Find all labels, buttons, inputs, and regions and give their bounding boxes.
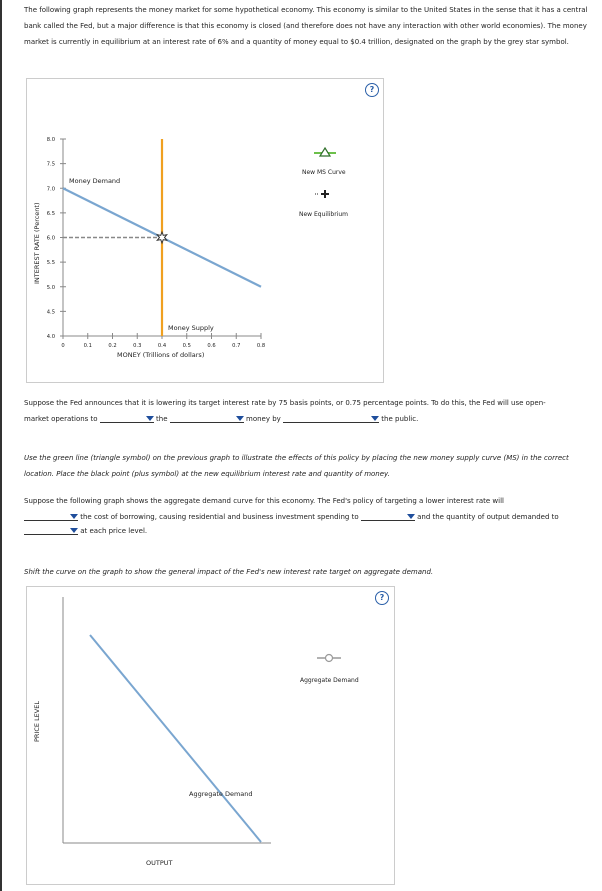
x-tick-label: 0.2 bbox=[108, 343, 117, 349]
q1-text-c: the bbox=[156, 415, 168, 423]
x-tick-label: 0 bbox=[61, 343, 65, 349]
legend-new-ms-curve: New MS Curve bbox=[302, 169, 346, 176]
chevron-down-icon bbox=[371, 416, 379, 421]
q1-text-d: money by bbox=[246, 415, 281, 423]
y-tick-label: 5.5 bbox=[46, 260, 55, 267]
instruction-1: Use the green line (triangle symbol) on the previous graph to illustrate the effects of this policy by placing the new money supply curve (MS) in the correct location. Place the black point (plus symbol) at the new equilibrium interest rate and quantity of money. bbox=[24, 454, 569, 478]
legend-new-equilibrium: New Equilibrium bbox=[299, 211, 348, 218]
y-tick-label: 4.0 bbox=[46, 334, 55, 340]
investment-spending-dropdown[interactable] bbox=[361, 511, 415, 521]
chevron-down-icon bbox=[236, 416, 244, 421]
chevron-down-icon bbox=[146, 416, 154, 421]
y-axis-label: PRICE LEVEL bbox=[33, 701, 41, 742]
y-tick-label: 6.5 bbox=[46, 210, 55, 217]
y-tick-label: 7.0 bbox=[46, 186, 55, 193]
y-axis-label: INTEREST RATE (Percent) bbox=[33, 202, 41, 284]
output-demanded-dropdown[interactable] bbox=[24, 525, 78, 535]
chevron-down-icon bbox=[70, 528, 78, 533]
aggregate-demand-curve-label: Aggregate Demand bbox=[189, 790, 253, 798]
chevron-down-icon bbox=[70, 514, 78, 519]
money-market-chart[interactable] bbox=[27, 79, 383, 382]
q1-line-a: Suppose the Fed announces that it is lowering its target interest rate by 75 basis points, or 0.75 percentage points. To do this, the Fed will use open- bbox=[24, 399, 546, 407]
legend-aggregate-demand: Aggregate Demand bbox=[300, 677, 359, 684]
help-icon[interactable]: ? bbox=[375, 591, 389, 605]
q2-line-c bbox=[24, 525, 147, 535]
q2-line-a: Suppose the following graph shows the aggregate demand curve for this economy. The Fed's policy of targeting a lower interest rate will bbox=[24, 497, 504, 505]
cost-of-borrowing-dropdown[interactable] bbox=[24, 511, 78, 521]
equilibrium-star-icon bbox=[157, 232, 167, 243]
y-tick-label: 8.0 bbox=[46, 137, 55, 143]
left-border bbox=[0, 0, 2, 891]
operation-type-dropdown[interactable] bbox=[100, 413, 154, 423]
aggregate-demand-graph-panel bbox=[26, 586, 395, 885]
q1-line-b bbox=[24, 413, 418, 423]
x-tick-label: 0.7 bbox=[232, 343, 241, 349]
aggregate-demand-curve[interactable] bbox=[90, 635, 261, 842]
x-tick-label: 0.1 bbox=[83, 343, 92, 349]
q2-text-d: at each price level. bbox=[80, 527, 148, 535]
intro-paragraph: The following graph represents the money market for some hypothetical economy. This economy is similar to the United States in the sense that it has a central bank called the Fed, but a major difference is that this economy is closed (and therefore does not have any interaction with other world economies). The money market is currently in equilibrium at an interest rate of 6% and a quantity of money equal to $0.4 trillion, designated on the graph by the grey star symbol. bbox=[24, 6, 588, 46]
x-tick-label: 0.5 bbox=[182, 343, 191, 349]
y-tick-label: 7.5 bbox=[46, 161, 55, 168]
q2-text-b: the cost of borrowing, causing residential and business investment spending to bbox=[80, 513, 359, 521]
aggregate-demand-circle-icon[interactable] bbox=[326, 655, 333, 662]
money-market-graph-panel bbox=[26, 78, 384, 383]
help-icon[interactable]: ? bbox=[365, 83, 379, 97]
x-tick-label: 0.4 bbox=[157, 343, 167, 349]
instruction-2: Shift the curve on the graph to show the general impact of the Fed's new interest rate target on aggregate demand. bbox=[24, 568, 434, 576]
x-tick-label: 0.8 bbox=[256, 343, 266, 349]
y-tick-label: 5.0 bbox=[46, 284, 55, 291]
aggregate-demand-chart[interactable] bbox=[27, 587, 394, 884]
buy-sell-dropdown[interactable] bbox=[283, 413, 379, 423]
x-tick-label: 0.6 bbox=[207, 343, 216, 349]
money-demand-label: Money Demand bbox=[69, 177, 121, 185]
new-equilibrium-plus-icon[interactable] bbox=[315, 190, 329, 198]
money-supply-label: Money Supply bbox=[168, 324, 214, 332]
q1-text-b: market operations to bbox=[24, 415, 98, 423]
q1-text-e: the public. bbox=[381, 415, 419, 423]
action-dropdown[interactable] bbox=[170, 413, 244, 423]
q2-line-b bbox=[24, 511, 559, 521]
y-tick-label: 6.0 bbox=[46, 235, 55, 242]
q2-text-c: and the quantity of output demanded to bbox=[417, 513, 559, 521]
x-axis-label: OUTPUT bbox=[146, 859, 173, 867]
chevron-down-icon bbox=[407, 514, 415, 519]
x-tick-label: 0.3 bbox=[133, 343, 142, 349]
x-axis-label: MONEY (Trillions of dollars) bbox=[117, 351, 205, 359]
y-tick-label: 4.5 bbox=[46, 309, 55, 316]
